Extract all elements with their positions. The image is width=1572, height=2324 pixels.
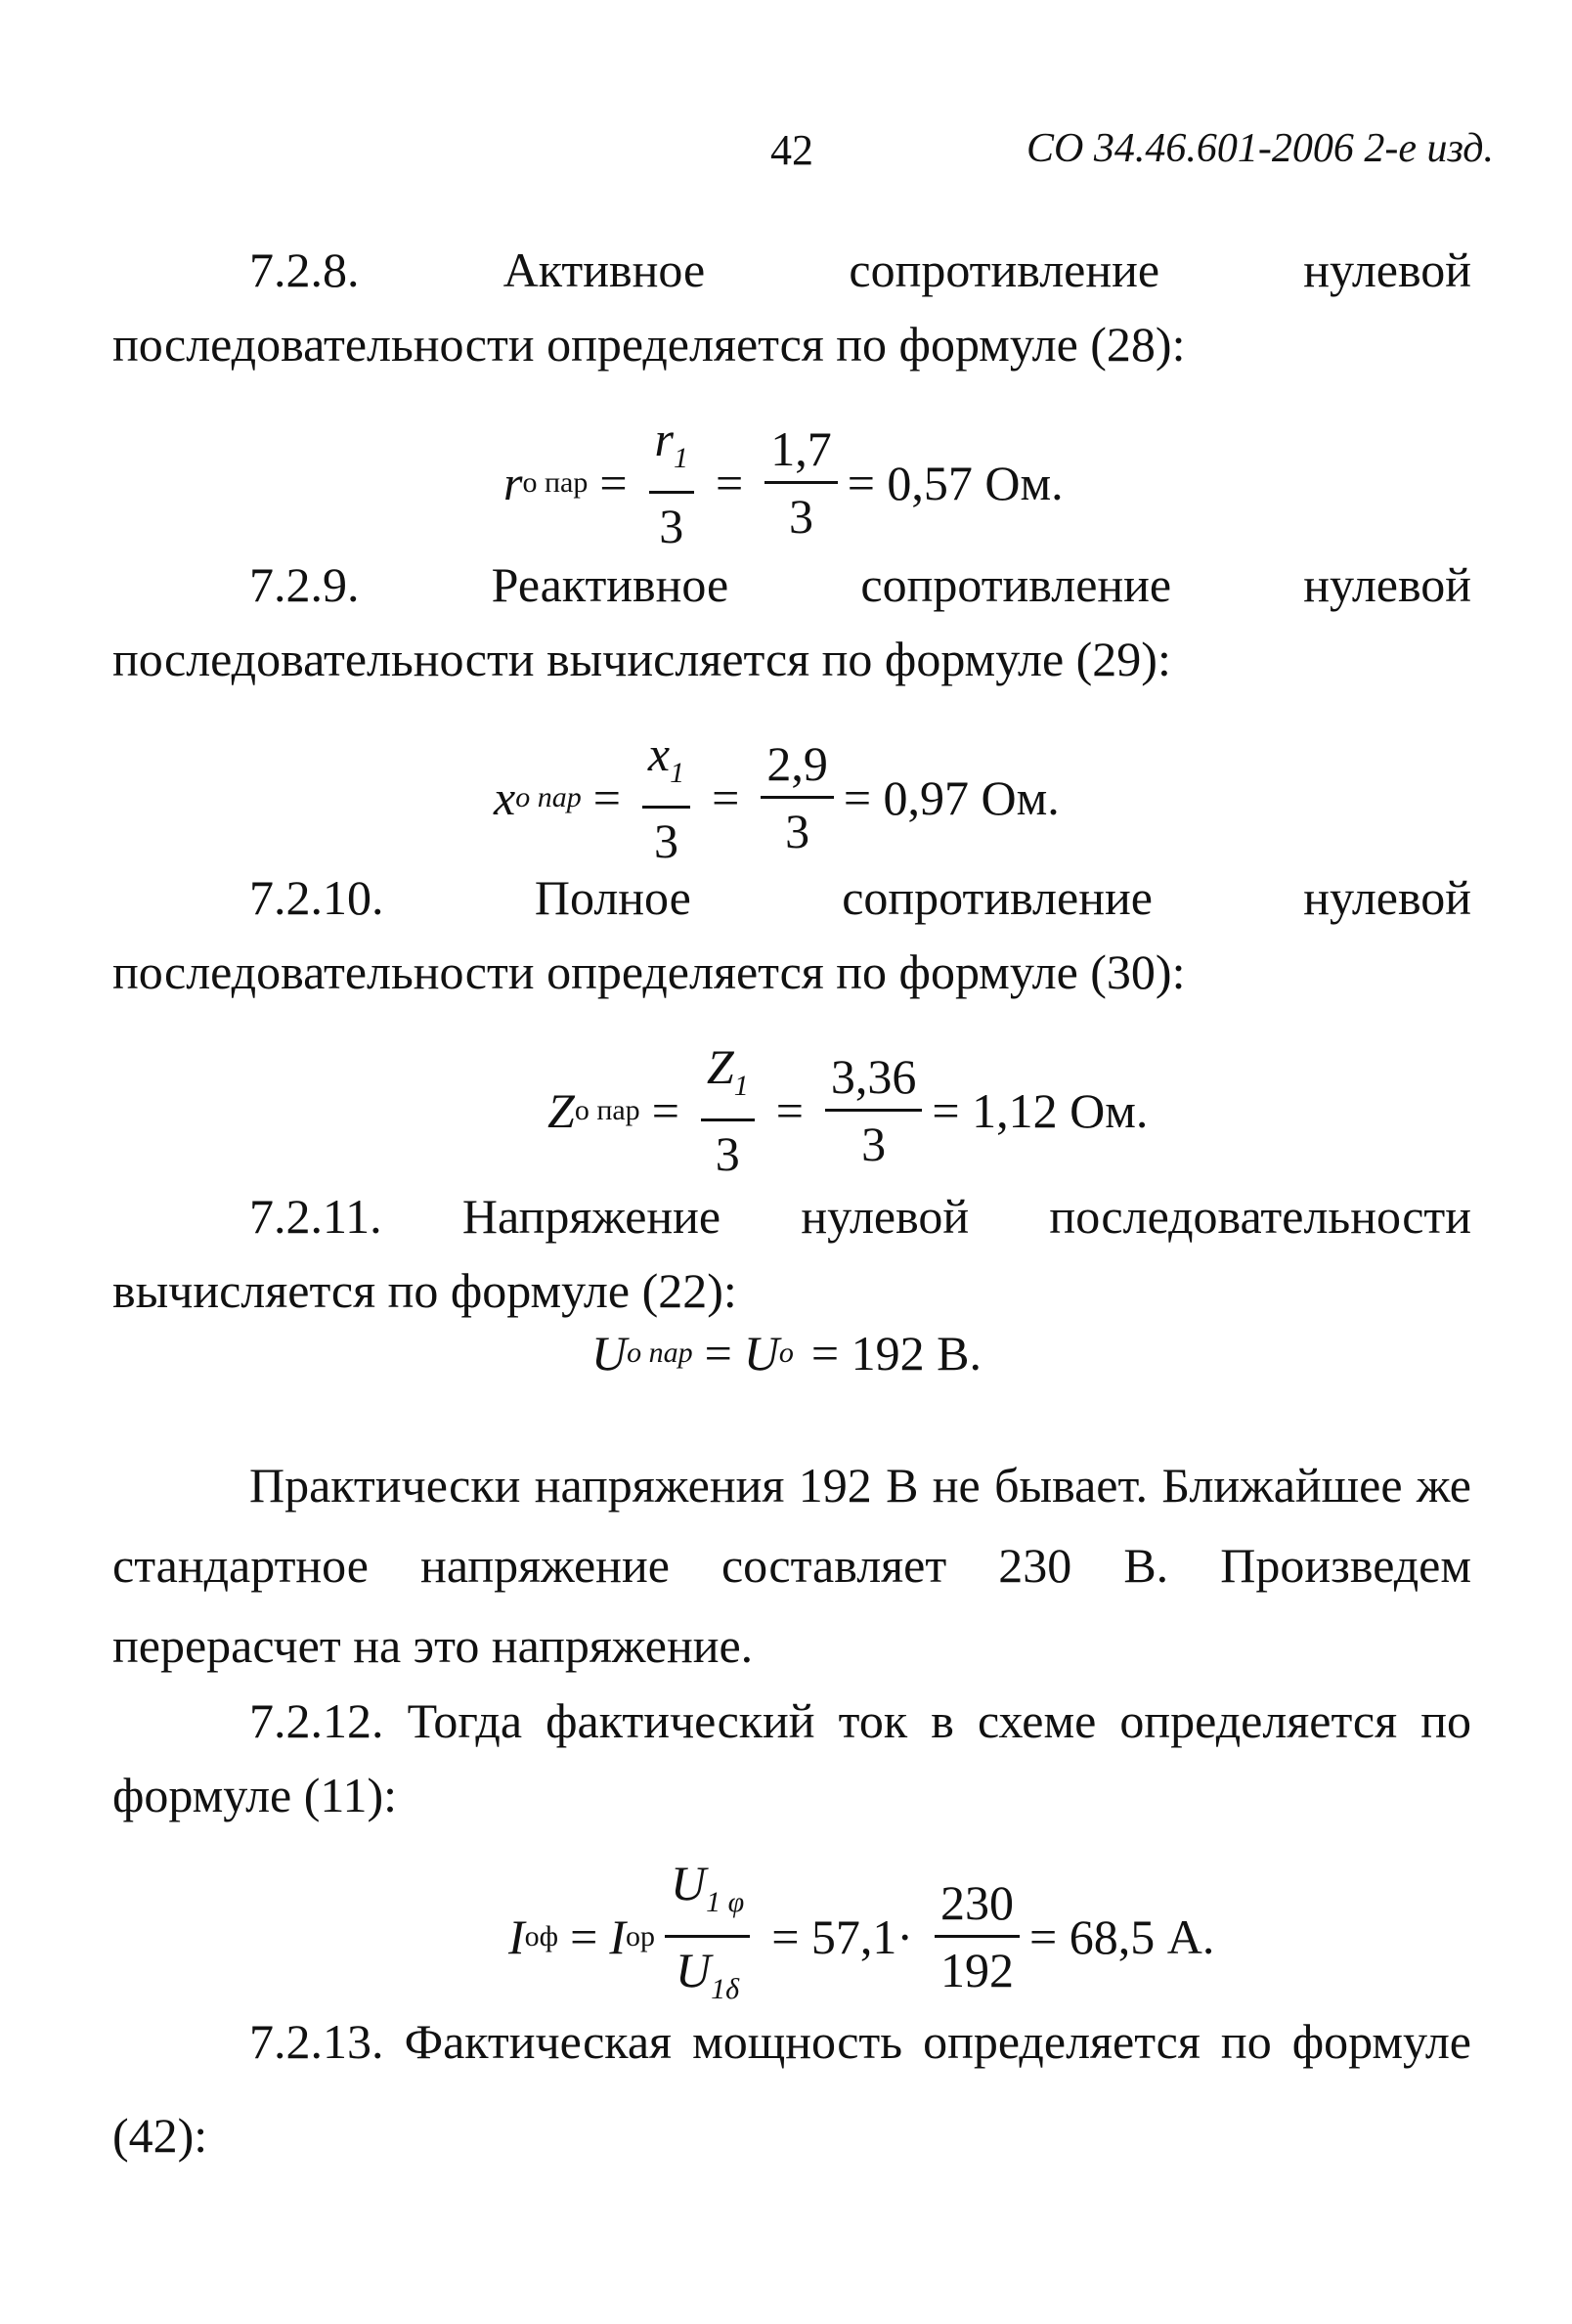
equation-22: U o пар = U o = 192 В. (591, 1326, 982, 1381)
paragraph-7-2-9: 7.2.9. Реактивное сопротивление нулевой последовательности вычисляется по формуле (29): (112, 557, 1471, 686)
paragraph-note: Практически напряжения 192 В не бывает. Ближайшее же стандартное напряжение составляет 230 В. Произведем перерасчет на это напряжение. (112, 1458, 1471, 1673)
fraction-x1-over-3: $\frac{x_1}{3}$ (642, 724, 690, 871)
paragraph-7-2-11: 7.2.11. Напряжение нулевой последовательности вычисляется по формуле (22): (112, 1189, 1471, 1318)
fraction-z1-over-3: $\frac{Z_1}{3}$ (701, 1036, 755, 1184)
equation-28: r о пар = $\frac{r_1}{3}$ = $\frac{1,7}{3}$ = 0,57 Ом. (503, 409, 1064, 556)
fraction-voltage-ratio: $\frac{U_{1 \varphi}}{U_{1\delta}}$ (665, 1853, 750, 2020)
page-number: 42 (770, 126, 813, 174)
fraction-value: $\frac{3,36}{3}$ (825, 1046, 923, 1174)
fraction-value: $\frac{2,9}{3}$ (761, 733, 834, 861)
equation-30: Z о пар = $\frac{Z_1}{3}$ = $\frac{3,36}{3}$ = 1,12 Ом. (547, 1036, 1148, 1184)
paragraph-7-2-8: 7.2.8. Активное сопротивление нулевой последовательности определяется по формуле (28): (112, 242, 1471, 372)
equation-11: I оф = I ор $\frac{U_{1 \varphi}}{U_{1\delta}}$ = 57,1· $\frac{230}{192}$ = 68,5 А. (508, 1853, 1214, 2020)
paragraph-7-2-10: 7.2.10. Полное сопротивление нулевой последовательности определяется по формуле (30): (112, 870, 1471, 999)
paragraph-7-2-12: 7.2.12. Тогда фактический ток в схеме определяется по формуле (11): (112, 1693, 1471, 1822)
fraction-r1-over-3: $\frac{r_1}{3}$ (649, 409, 694, 556)
paragraph-7-2-13: 7.2.13. Фактическая мощность определяется по формуле (42): (112, 2014, 1471, 2163)
document-code: СО 34.46.601-2006 2-е изд. (1026, 126, 1495, 171)
fraction-230-over-192: $\frac{230}{192}$ (935, 1872, 1020, 2000)
fraction-value: $\frac{1,7}{3}$ (764, 418, 838, 547)
equation-29: x o пар = $\frac{x_1}{3}$ = $\frac{2,9}{3}$ = 0,97 Ом. (494, 724, 1060, 871)
